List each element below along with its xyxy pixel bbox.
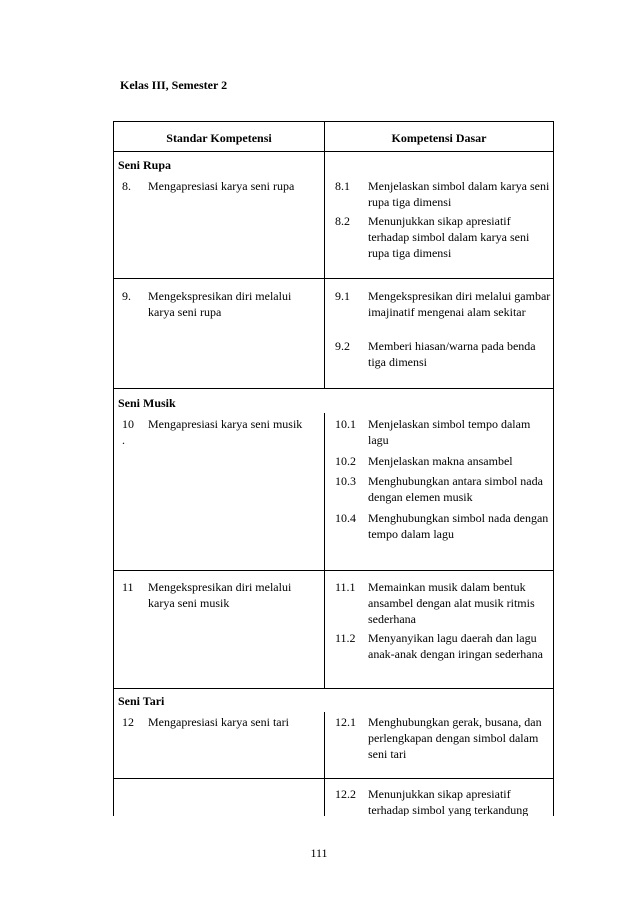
section-label-seni-tari: Seni Tari — [118, 694, 165, 708]
sk-text: Mengekspresikan diri melalui karya seni rupa — [148, 289, 292, 319]
kd-text: Menghubungkan simbol nada dengan tempo dalam lagu — [368, 511, 549, 541]
sk-number: 8. — [122, 179, 131, 193]
kd-number: 12.1 — [335, 715, 356, 729]
kd-number: 12.2 — [335, 787, 356, 801]
row-divider — [114, 778, 553, 779]
kd-number: 11.1 — [335, 580, 356, 594]
kd-text: Menyanyikan lagu daerah dan lagu anak-anak dengan iringan sederhana — [368, 631, 543, 661]
page-number: 111 — [310, 846, 328, 860]
section-label-seni-musik: Seni Musik — [118, 396, 176, 410]
kd-number: 8.2 — [335, 214, 350, 228]
table-header-row — [114, 122, 553, 152]
page-heading: Kelas III, Semester 2 — [120, 78, 228, 92]
kd-text: Memberi hiasan/warna pada benda tiga dimensi — [368, 339, 536, 369]
sk-text: Mengekspresikan diri melalui karya seni musik — [148, 580, 292, 610]
sk-number: 10 . — [122, 417, 134, 447]
section-label-seni-rupa: Seni Rupa — [118, 158, 172, 172]
kd-number: 11.2 — [335, 631, 356, 645]
kd-number: 9.2 — [335, 339, 350, 353]
header-standar-kompetensi: Standar Kompetensi — [166, 131, 272, 145]
kd-number: 10.2 — [335, 454, 356, 468]
kd-text: Menghubungkan gerak, busana, dan perlengkapan dengan simbol dalam seni tari — [368, 715, 542, 761]
kd-number: 9.1 — [335, 289, 350, 303]
column-divider — [324, 151, 325, 388]
column-divider — [324, 712, 325, 816]
sk-text: Mengapresiasi karya seni tari — [148, 715, 289, 729]
header-kompetensi-dasar: Kompetensi Dasar — [391, 131, 487, 145]
kd-text: Menjelaskan simbol tempo dalam lagu — [368, 417, 531, 447]
kd-text: Menjelaskan makna ansambel — [368, 454, 513, 468]
kd-number: 10.1 — [335, 417, 356, 431]
column-divider — [324, 413, 325, 688]
row-divider — [114, 688, 553, 689]
row-divider — [114, 570, 553, 571]
kd-text: Menunjukkan sikap apresiatif terhadap simbol dalam karya seni rupa tiga dimensi — [368, 214, 530, 260]
kd-text: Memainkan musik dalam bentuk ansambel dengan alat musik ritmis sederhana — [368, 580, 535, 626]
sk-number: 11 — [122, 580, 134, 594]
kd-text: Mengekspresikan diri melalui gambar imajinatif mengenai alam sekitar — [368, 289, 551, 319]
row-divider — [114, 388, 553, 389]
kd-text: Menunjukkan sikap apresiatif terhadap simbol yang terkandung — [368, 787, 529, 816]
kd-number: 10.4 — [335, 511, 356, 525]
sk-text: Mengapresiasi karya seni musik — [148, 417, 303, 431]
kd-number: 10.3 — [335, 474, 356, 488]
kd-text: Menghubungkan antara simbol nada dengan elemen musik — [368, 474, 543, 504]
kd-number: 8.1 — [335, 179, 350, 193]
row-divider — [114, 278, 553, 279]
column-divider — [324, 122, 325, 151]
sk-text: Mengapresiasi karya seni rupa — [148, 179, 295, 193]
sk-number: 9. — [122, 289, 131, 303]
competency-table — [113, 121, 554, 816]
sk-number: 12 — [122, 715, 134, 729]
kd-text: Menjelaskan simbol dalam karya seni rupa tiga dimensi — [368, 179, 550, 209]
